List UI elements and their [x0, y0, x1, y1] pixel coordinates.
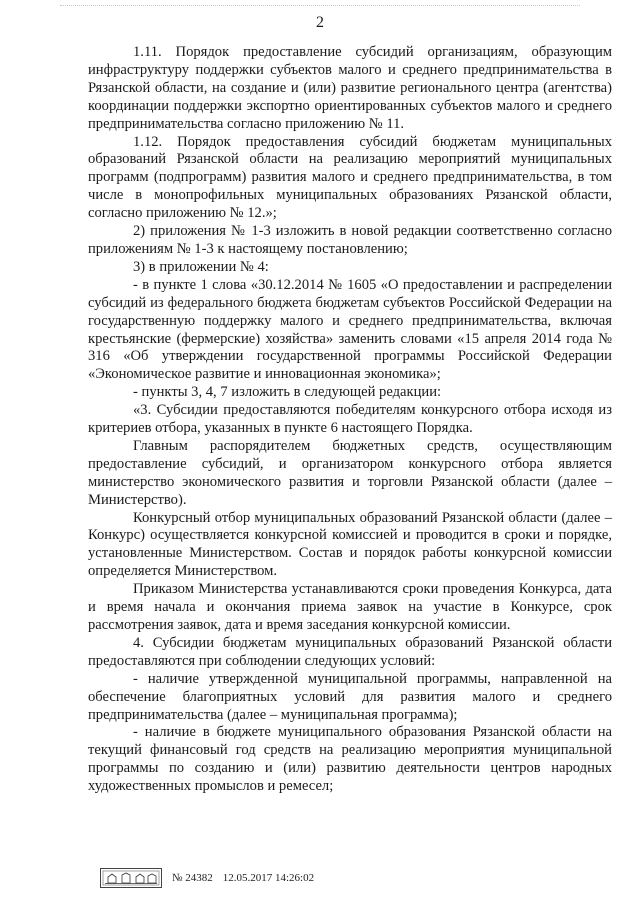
- paragraph-1-12: 1.12. Порядок предоставления субсидий бюджетам муниципальных образований Рязанской области на реализацию мероприятий муниципальных программ (подпрограмм) развития малого и среднего предпринимательства, в том числе в монопрофильных муниципальных образованиях Рязанской области, согласно приложению № 12.»;: [88, 133, 612, 222]
- document-body: [88, 44, 612, 796]
- page-number: 2: [316, 14, 324, 31]
- paragraph-clause-3: «3. Субсидии предоставляются победителям конкурсного отбора исходя из критериев отбора, указанных в пункте 6 настоящего Порядка.: [88, 402, 612, 437]
- registration-timestamp: 12.05.2017 14:26:02: [222, 872, 315, 884]
- paragraph-clause-4: 4. Субсидии бюджетам муниципальных образований Рязанской области предоставляются при соблюдении следующих условий:: [88, 634, 612, 669]
- paragraph-points-3-4-7: - пункты 3, 4, 7 изложить в следующей редакции:: [133, 384, 442, 401]
- paragraph-ministry-order: Приказом Министерства устанавливаются сроки проведения Конкурса, дата и время начала и окончания приема заявок на участие в Конкурсе, срок рассмотрения заявок, дата и время заседания конкурсной комиссии.: [88, 581, 612, 633]
- scan-top-edge: [60, 5, 580, 6]
- paragraph-point-1-amendment: - в пункте 1 слова «30.12.2014 № 1605 «О предоставлении и распределении субсидий из федерального бюджета бюджетам субъектов Российской Федерации на государственную поддержку малого и среднего предпринимательства, включая крестьянские (фермерские) хозяйства» заменить словами «15 апреля 2014 года № 316 «Об утверждении государственной программы Российской Федерации «Экономическое развитие и инновационная экономика»;: [88, 276, 612, 383]
- registration-number: № 24382: [172, 872, 213, 884]
- paragraph-main-administrator: Главным распорядителем бюджетных средств, осуществляющим предоставление субсидий, и организатором конкурсного отбора является министерство экономического развития и торговли Рязанской области (далее – Министерство).: [88, 437, 612, 508]
- paragraph-condition-program: - наличие утвержденной муниципальной программы, направленной на обеспечение благоприятных условий для развития малого и среднего предпринимательства (далее – муниципальная программа);: [88, 670, 612, 723]
- paragraph-competition: Конкурсный отбор муниципальных образований Рязанской области (далее – Конкурс) осуществляется конкурсной комиссией и проводится в сроки и порядке, установленные Министерством. Состав и порядок работы конкурсной комиссии определяется Министерством.: [88, 509, 612, 580]
- document-footer: [100, 867, 314, 889]
- registry-stamp-icon: [100, 868, 162, 888]
- paragraph-1-11: 1.11. Порядок предоставление субсидий организациям, образующим инфраструктуру поддержки субъектов малого и среднего предпринимательства в Рязанской области, на создание и (или) развитие регионального центра (агентства) координации поддержки экспортно ориентированных субъектов малого и среднего предпринимательства согласно приложению № 11.: [88, 44, 612, 132]
- paragraph-item-3: 3) в приложении № 4:: [133, 258, 269, 275]
- paragraph-item-2: 2) приложения № 1-3 изложить в новой редакции соответственно согласно приложениям № 1-3 к настоящему постановлению;: [88, 223, 612, 257]
- paragraph-condition-budget: - наличие в бюджете муниципального образования Рязанской области на текущий финансовый год средств на реализацию мероприятия муниципальной программы по созданию и (или) развитию деятельности центров народных художественных промыслов и ремесел;: [88, 724, 612, 795]
